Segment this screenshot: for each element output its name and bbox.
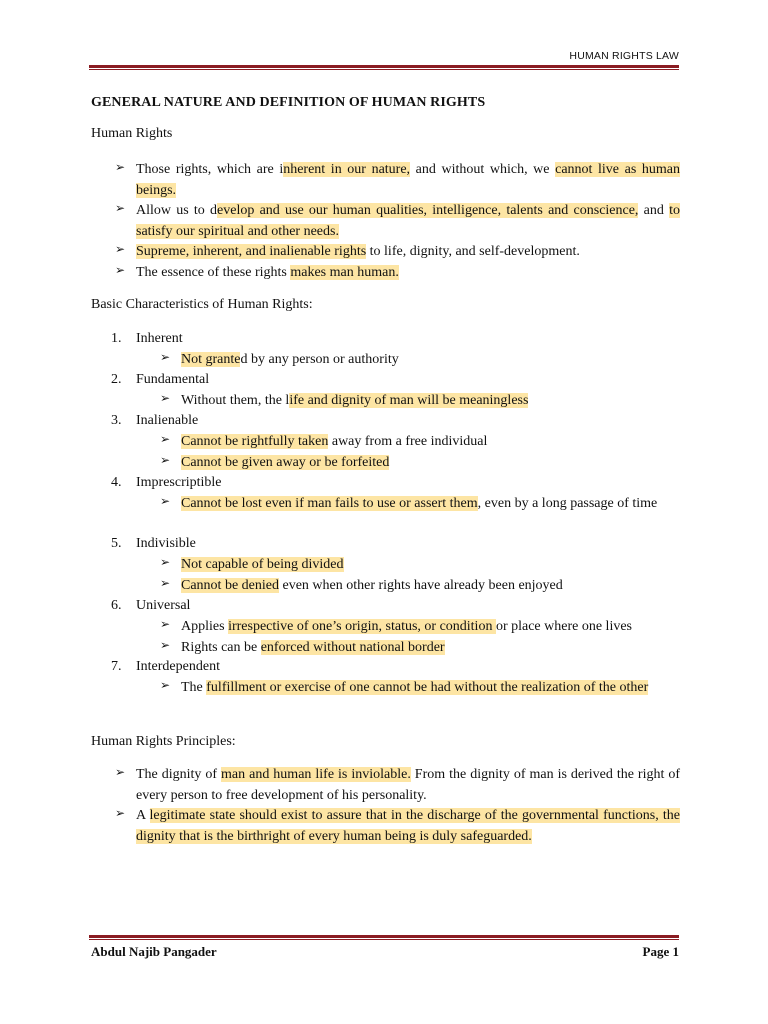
arrow-bullet-icon: ➢ — [160, 555, 171, 569]
document-title: GENERAL NATURE AND DEFINITION OF HUMAN RIGHTS — [91, 95, 486, 110]
arrow-bullet-icon: ➢ — [115, 765, 126, 779]
sub-bullet-item: ➢ Rights can be enforced without national border — [160, 638, 445, 655]
arrow-bullet-icon: ➢ — [160, 494, 171, 508]
section-heading-characteristics: Basic Characteristics of Human Rights: — [91, 297, 313, 312]
arrow-bullet-icon: ➢ — [115, 201, 126, 215]
arrow-bullet-icon: ➢ — [115, 263, 126, 277]
numbered-item: 7. Interdependent — [111, 659, 220, 674]
footer-author: Abdul Najib Pangader — [91, 944, 217, 959]
arrow-bullet-icon: ➢ — [160, 453, 171, 467]
arrow-bullet-icon: ➢ — [160, 432, 171, 446]
numbered-item: 4. Imprescriptible — [111, 475, 222, 490]
arrow-bullet-icon: ➢ — [160, 576, 171, 590]
arrow-bullet-icon: ➢ — [160, 678, 171, 692]
footer-page-number: Page 1 — [642, 944, 679, 959]
bullet-item: ➢ Those rights, which are inherent in our nature, and without which, we cannot live as human beings. — [115, 160, 681, 198]
numbered-item: 1. Inherent — [111, 331, 183, 346]
sub-bullet-item: ➢ Cannot be lost even if man fails to use or assert them, even by a long passage of time — [160, 494, 658, 511]
bullet-item: ➢ Supreme, inherent, and inalienable rights to life, dignity, and self-development. — [115, 242, 580, 259]
sub-bullet-item: ➢ Not granted by any person or authority — [160, 350, 399, 367]
bullet-item: ➢ The essence of these rights makes man human. — [115, 263, 399, 280]
section-heading-human-rights: Human Rights — [91, 126, 173, 141]
running-header: HUMAN RIGHTS LAW — [569, 50, 679, 62]
sub-bullet-item: ➢ Cannot be denied even when other rights have already been enjoyed — [160, 576, 563, 593]
sub-bullet-item: ➢ Applies irrespective of one’s origin, status, or condition or place where one lives — [160, 617, 633, 634]
sub-bullet-item: ➢ Without them, the life and dignity of man will be meaningless — [160, 391, 529, 408]
arrow-bullet-icon: ➢ — [115, 160, 126, 174]
arrow-bullet-icon: ➢ — [115, 806, 126, 820]
numbered-item: 3. Inalienable — [111, 413, 199, 428]
section-heading-principles: Human Rights Principles: — [91, 734, 236, 749]
numbered-item: 6. Universal — [111, 598, 191, 613]
sub-bullet-item: ➢ Cannot be given away or be forfeited — [160, 453, 390, 470]
footer-rule — [89, 935, 679, 940]
arrow-bullet-icon: ➢ — [160, 638, 171, 652]
sub-bullet-item: ➢ Not capable of being divided — [160, 555, 344, 572]
bullet-item: ➢ A legitimate state should exist to assure that in the discharge of the governmental functions, the dignity that is the birthright of every human being is duly safeguarded. — [115, 806, 680, 844]
numbered-item: 2. Fundamental — [111, 372, 210, 387]
arrow-bullet-icon: ➢ — [115, 242, 126, 256]
bullet-item: ➢ The dignity of man and human life is inviolable. From the dignity of man is derived the right of every person to free development of his personality. — [115, 765, 680, 803]
arrow-bullet-icon: ➢ — [160, 391, 171, 405]
sub-bullet-item: ➢ The fulfillment or exercise of one cannot be had without the realization of the other — [160, 678, 649, 695]
numbered-item: 5. Indivisible — [111, 536, 196, 551]
arrow-bullet-icon: ➢ — [160, 350, 171, 364]
header-rule — [89, 65, 679, 70]
sub-bullet-item: ➢ Cannot be rightfully taken away from a free individual — [160, 432, 488, 449]
arrow-bullet-icon: ➢ — [160, 617, 171, 631]
bullet-item: ➢ Allow us to develop and use our human qualities, intelligence, talents and conscience, and to satisfy our spiritual and other needs. — [115, 201, 680, 239]
